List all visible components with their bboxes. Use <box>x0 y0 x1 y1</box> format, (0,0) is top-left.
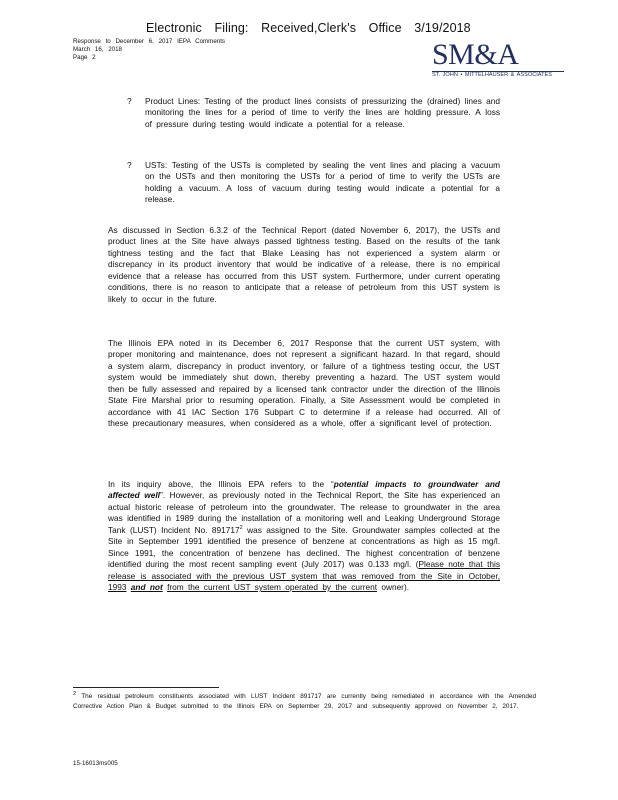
filing-stamp: Electronic Filing: Received,Clerk's Office 3/19/2018 <box>146 21 471 35</box>
bullet-product-lines <box>127 96 500 130</box>
meta-date: March 16, 2018 <box>73 46 122 53</box>
letter-header-meta <box>73 38 225 62</box>
bullet-marker: ? <box>127 96 132 106</box>
p3-end: owner). <box>377 582 410 593</box>
footnote-ref: 2 <box>239 525 243 532</box>
paragraph-historic-release <box>108 479 500 594</box>
bullet-text: Product Lines: Testing of the product lines consists of pressurizing the (drained) lines and monitoring the lines for a period of time to verify the lines are holding pressure. A loss of pressure during testing would indicate a potential for a release. <box>145 96 500 129</box>
logo-subtitle: ST. JOHN • MITTELHAUSER & ASSOCIATES <box>432 72 552 78</box>
paragraph-iepa-response: The Illinois EPA noted in its December 6, 2017 Response that the current UST system, with proper monitoring and maintenance, does not represent a significant hazard. In that regard, should a system alarm, discrepancy in product inventory, or failure of a tightness testing occur, the UST system would be immediately shut down, thereby preventing a hazard. The UST system would then be fully assessed and repaired by a licensed tank contractor under the direction of the Illinois State Fire Marshal prior to resuming operation. Finally, a Site Assessment would be completed in accordance with 41 IAC Section 176 Subpart C to determine if a release had occurred. All of these precautionary measures, when considered as a whole, offer a significant level of protection. <box>108 338 500 429</box>
p3-quote: potential impacts to groundwater and affected well <box>108 479 500 501</box>
paragraph-tightness-testing: As discussed in Section 6.3.2 of the Technical Report (dated November 6, 2017), the USTs and product lines at the Site have always passed tightness testing. Based on the results of the tank tightness testing and the fact that Blake Leasing has not experienced a system alarm or discrepancy in its product inventory that would be indicative of a release, there is no empirical evidence that a release has occurred from this UST system. Furthermore, under current operating conditions, there is no reason to anticipate that a release of petroleum from this UST system is likely to occur in the future. <box>108 225 500 304</box>
bullet-usts <box>127 160 500 206</box>
p3-underlined-note-cont: from the current UST system operated by the current <box>167 582 378 593</box>
p3-body: ”. However, as previously noted in the Technical Report, the Site has experienced an actual historic release of petroleum into the groundwater. The release to groundwater in the area was identified in 1989 during the installation of a monitoring well and Leaking Underground Storage Tank (LUST) Incident No. 891717 <box>108 490 500 535</box>
logo-mark: SM&A <box>432 38 519 71</box>
footnote-marker: 2 <box>73 690 77 697</box>
document-id: 15-16013ms005 <box>73 760 118 767</box>
footnote-text: The residual petroleum constituents associated with LUST Incident 891717 are currently being remediated in accordance with the Amended Corrective Action Plan & Budget submitted to the Illinois EPA on September 29, 2017 and subsequently approved on November 2, 2017. <box>73 693 536 710</box>
bullet-marker: ? <box>127 160 132 170</box>
meta-page: Page 2 <box>73 54 96 61</box>
p3-underlined-note: Please note that this release is associated with the previous UST system that was removed from the Site in October, 1993 <box>108 559 500 593</box>
footnote <box>73 692 536 711</box>
meta-subject: Response to December 6, 2017 IEPA Comments <box>73 38 226 45</box>
p3-body-cont: was assigned to the Site. Groundwater samples collected at the Site in September 1991 identified the presence of benzene at concentrations as high as 15 mg/l. Since 1991, the concentration of benzene has declined. The highest concentration of benzene identified during the most recent sampling event (July 2017) was 0.133 mg/l. ( <box>108 524 500 570</box>
p3-emphasis: and not <box>130 582 163 593</box>
p3-intro: In its inquiry above, the Illinois EPA refers to the “ <box>108 479 334 489</box>
company-logo <box>432 40 582 76</box>
footnote-divider <box>73 687 219 688</box>
bullet-text: USTs: Testing of the USTs is completed by sealing the vent lines and placing a vacuum on the USTs and then monitoring the USTs for a period of time to verify the USTs are holding a vacuum. A loss of vacuum during testing would indicate a potential for a release. <box>145 160 500 205</box>
